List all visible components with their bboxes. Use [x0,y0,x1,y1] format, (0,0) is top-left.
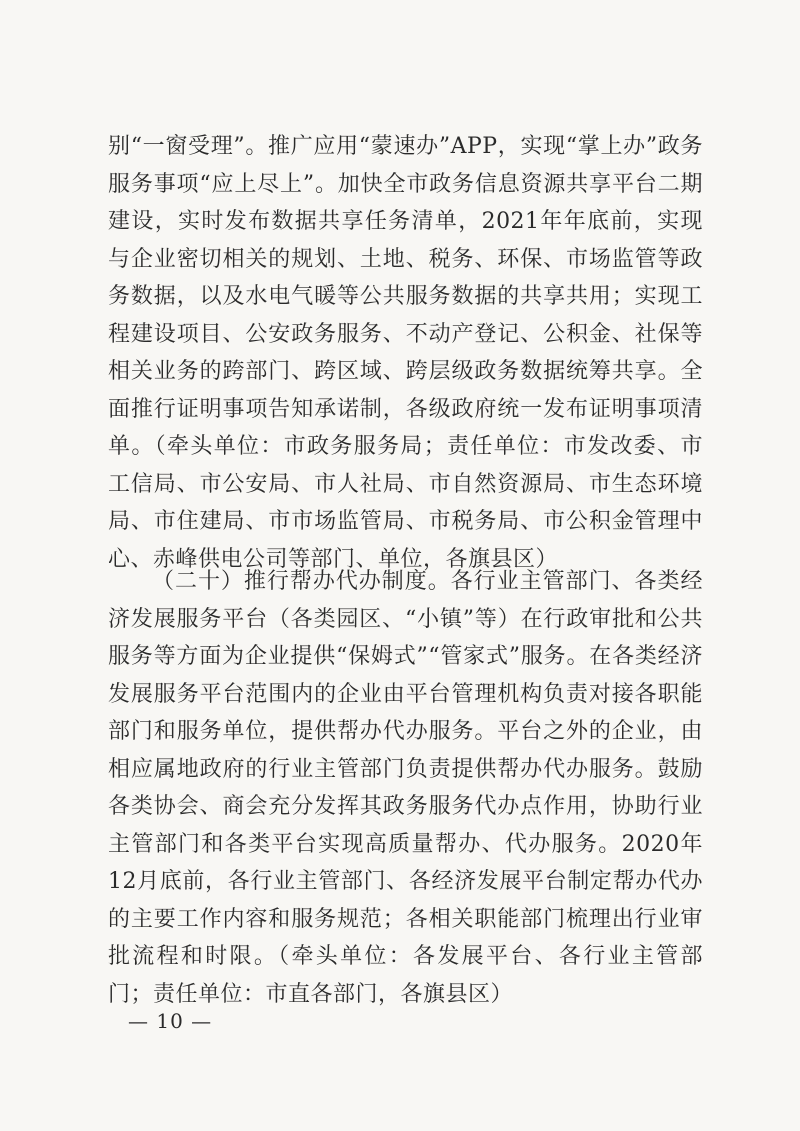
paragraph-section-20-block [108,563,703,1014]
paragraph-section-20: （二十）推行帮办代办制度。各行业主管部门、各类经济发展服务平台（各类园区、“小镇”等）在行政审批和公共服务等方面为企业提供“保姆式”“管家式”服务。在各类经济发展服务平台范围内的企业由平台管理机构负责对接各职能部门和服务单位，提供帮办代办服务。平台之外的企业，由相应属地政府的行业主管部门负责提供帮办代办服务。鼓励各类协会、商会充分发挥其政务服务代办点作用，协助行业主管部门和各类平台实现高质量帮办、代办服务。2020年12月底前，各行业主管部门、各经济发展平台制定帮办代办的主要工作内容和服务规范；各相关职能部门梳理出行业审批流程和时限。（牵头单位：各发展平台、各行业主管部门；责任单位：市直各部门，各旗县区） [108,569,703,1008]
page-number: — 10 — [128,1009,213,1033]
paragraph-continued-block [108,128,703,579]
paragraph-continued: 别“一窗受理”。推广应用“蒙速办”APP，实现“掌上办”政务服务事项“应上尽上”。加快全市政务信息资源共享平台二期建设，实时发布数据共享任务清单，2021年年底前，实现与企业密切相关的规划、土地、税务、环保、市场监管等政务数据，以及水电气暖等公共服务数据的共享共用；实现工程建设项目、公安政务服务、不动产登记、公积金、社保等相关业务的跨部门、跨区域、跨层级政务数据统筹共享。全面推行证明事项告知承诺制，各级政府统一发布证明事项清单。（牵头单位：市政务服务局；责任单位：市发改委、市工信局、市公安局、市人社局、市自然资源局、市生态环境局、市住建局、市市场监管局、市税务局、市公积金管理中心、赤峰供电公司等部门、单位，各旗县区） [108,134,703,573]
